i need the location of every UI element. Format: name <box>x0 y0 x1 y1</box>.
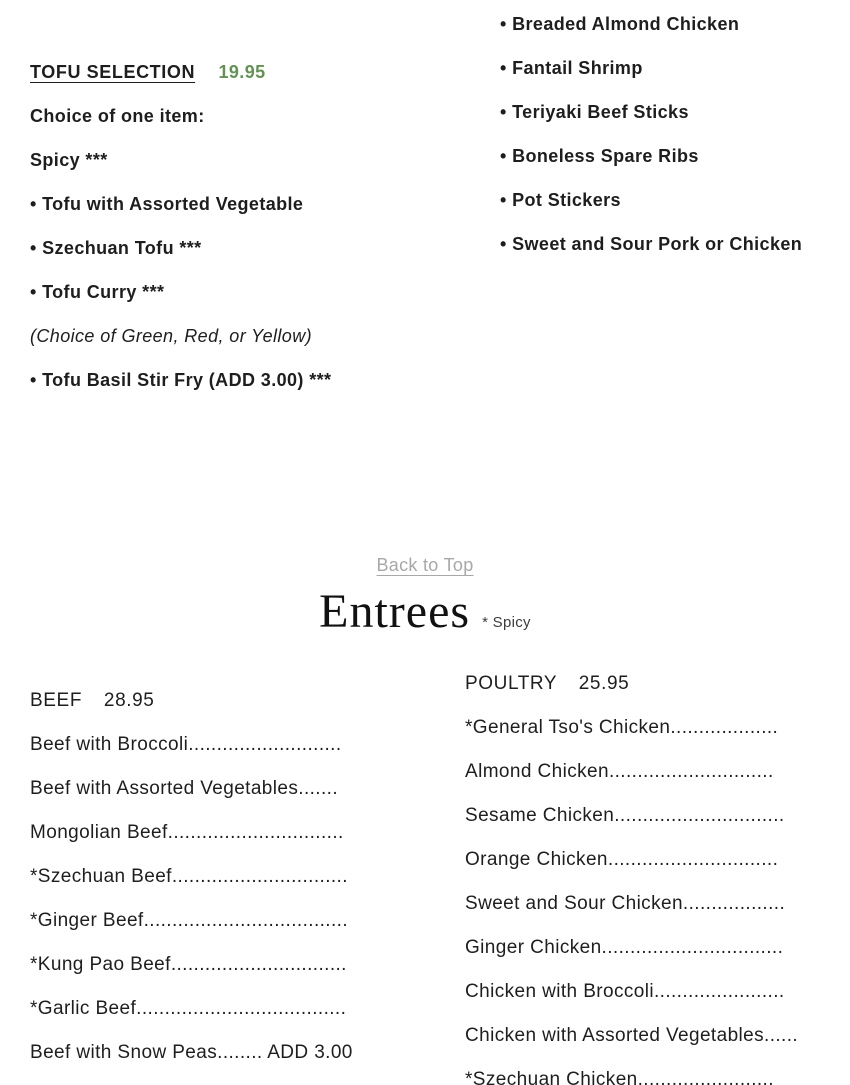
tofu-selection-header <box>30 50 460 94</box>
entrees-section-title: Entrees <box>319 585 471 638</box>
poultry-menu-item: Almond Chicken............................. <box>465 761 774 782</box>
tofu-menu-item: • Tofu with Assorted Vegetable <box>30 194 304 214</box>
combo-menu-item: • Sweet and Sour Pork or Chicken <box>500 234 803 254</box>
tofu-spicy-note: Spicy *** <box>30 150 108 170</box>
back-to-top-row <box>0 543 850 589</box>
poultry-menu-item: Chicken with Broccoli....................... <box>465 981 785 1002</box>
beef-column <box>30 679 440 1075</box>
beef-category-price: 28.95 <box>103 690 155 711</box>
tofu-choice-note: Choice of one item: <box>30 106 205 126</box>
poultry-column <box>465 662 850 1085</box>
beef-category-label: BEEF <box>30 690 83 711</box>
poultry-menu-item: *Szechuan Chicken........................ <box>465 1069 774 1085</box>
beef-menu-item: Beef with Snow Peas........ ADD 3.00 <box>30 1042 353 1063</box>
poultry-menu-item: Orange Chicken.............................. <box>465 849 779 870</box>
tofu-selection-title: TOFU SELECTION <box>30 62 196 82</box>
tofu-selection-price: 19.95 <box>218 62 266 82</box>
beef-menu-item: *Ginger Beef.................................... <box>30 910 349 931</box>
poultry-category-label: POULTRY <box>465 673 557 694</box>
poultry-menu-item: Sesame Chicken.............................. <box>465 805 785 826</box>
beef-menu-item: Mongolian Beef............................... <box>30 822 344 843</box>
beef-menu-item: *Garlic Beef..................................... <box>30 998 347 1019</box>
tofu-menu-item: • Szechuan Tofu *** <box>30 238 202 258</box>
poultry-menu-item: Ginger Chicken................................ <box>465 937 784 958</box>
beef-category-header <box>30 679 440 723</box>
tofu-curry-color-note: (Choice of Green, Red, or Yellow) <box>30 326 312 346</box>
beef-menu-item: *Szechuan Beef............................... <box>30 866 348 887</box>
beef-menu-item: *Kung Pao Beef............................... <box>30 954 347 975</box>
beef-menu-item: Beef with Assorted Vegetables....... <box>30 778 339 799</box>
poultry-category-price: 25.95 <box>578 673 630 694</box>
back-to-top-link[interactable]: Back to Top <box>376 555 474 575</box>
spicy-legend: * Spicy <box>482 614 531 631</box>
tofu-selection-column <box>30 50 460 402</box>
beef-menu-item: Beef with Broccoli........................... <box>30 734 342 755</box>
combo-menu-item: • Pot Stickers <box>500 190 621 210</box>
combo-menu-item: • Teriyaki Beef Sticks <box>500 102 689 122</box>
poultry-menu-item: *General Tso's Chicken................... <box>465 717 779 738</box>
combo-menu-item: • Boneless Spare Ribs <box>500 146 699 166</box>
combo-menu-item: • Breaded Almond Chicken <box>500 14 740 34</box>
tofu-menu-item: • Tofu Basil Stir Fry (ADD 3.00) *** <box>30 370 332 390</box>
tofu-menu-item: • Tofu Curry *** <box>30 282 165 302</box>
poultry-menu-item: Sweet and Sour Chicken.................. <box>465 893 786 914</box>
combo-menu-item: • Fantail Shrimp <box>500 58 643 78</box>
entrees-title-row <box>0 584 850 639</box>
combo-choices-column <box>500 2 845 266</box>
poultry-menu-item: Chicken with Assorted Vegetables...... <box>465 1025 799 1046</box>
poultry-category-header <box>465 662 850 706</box>
